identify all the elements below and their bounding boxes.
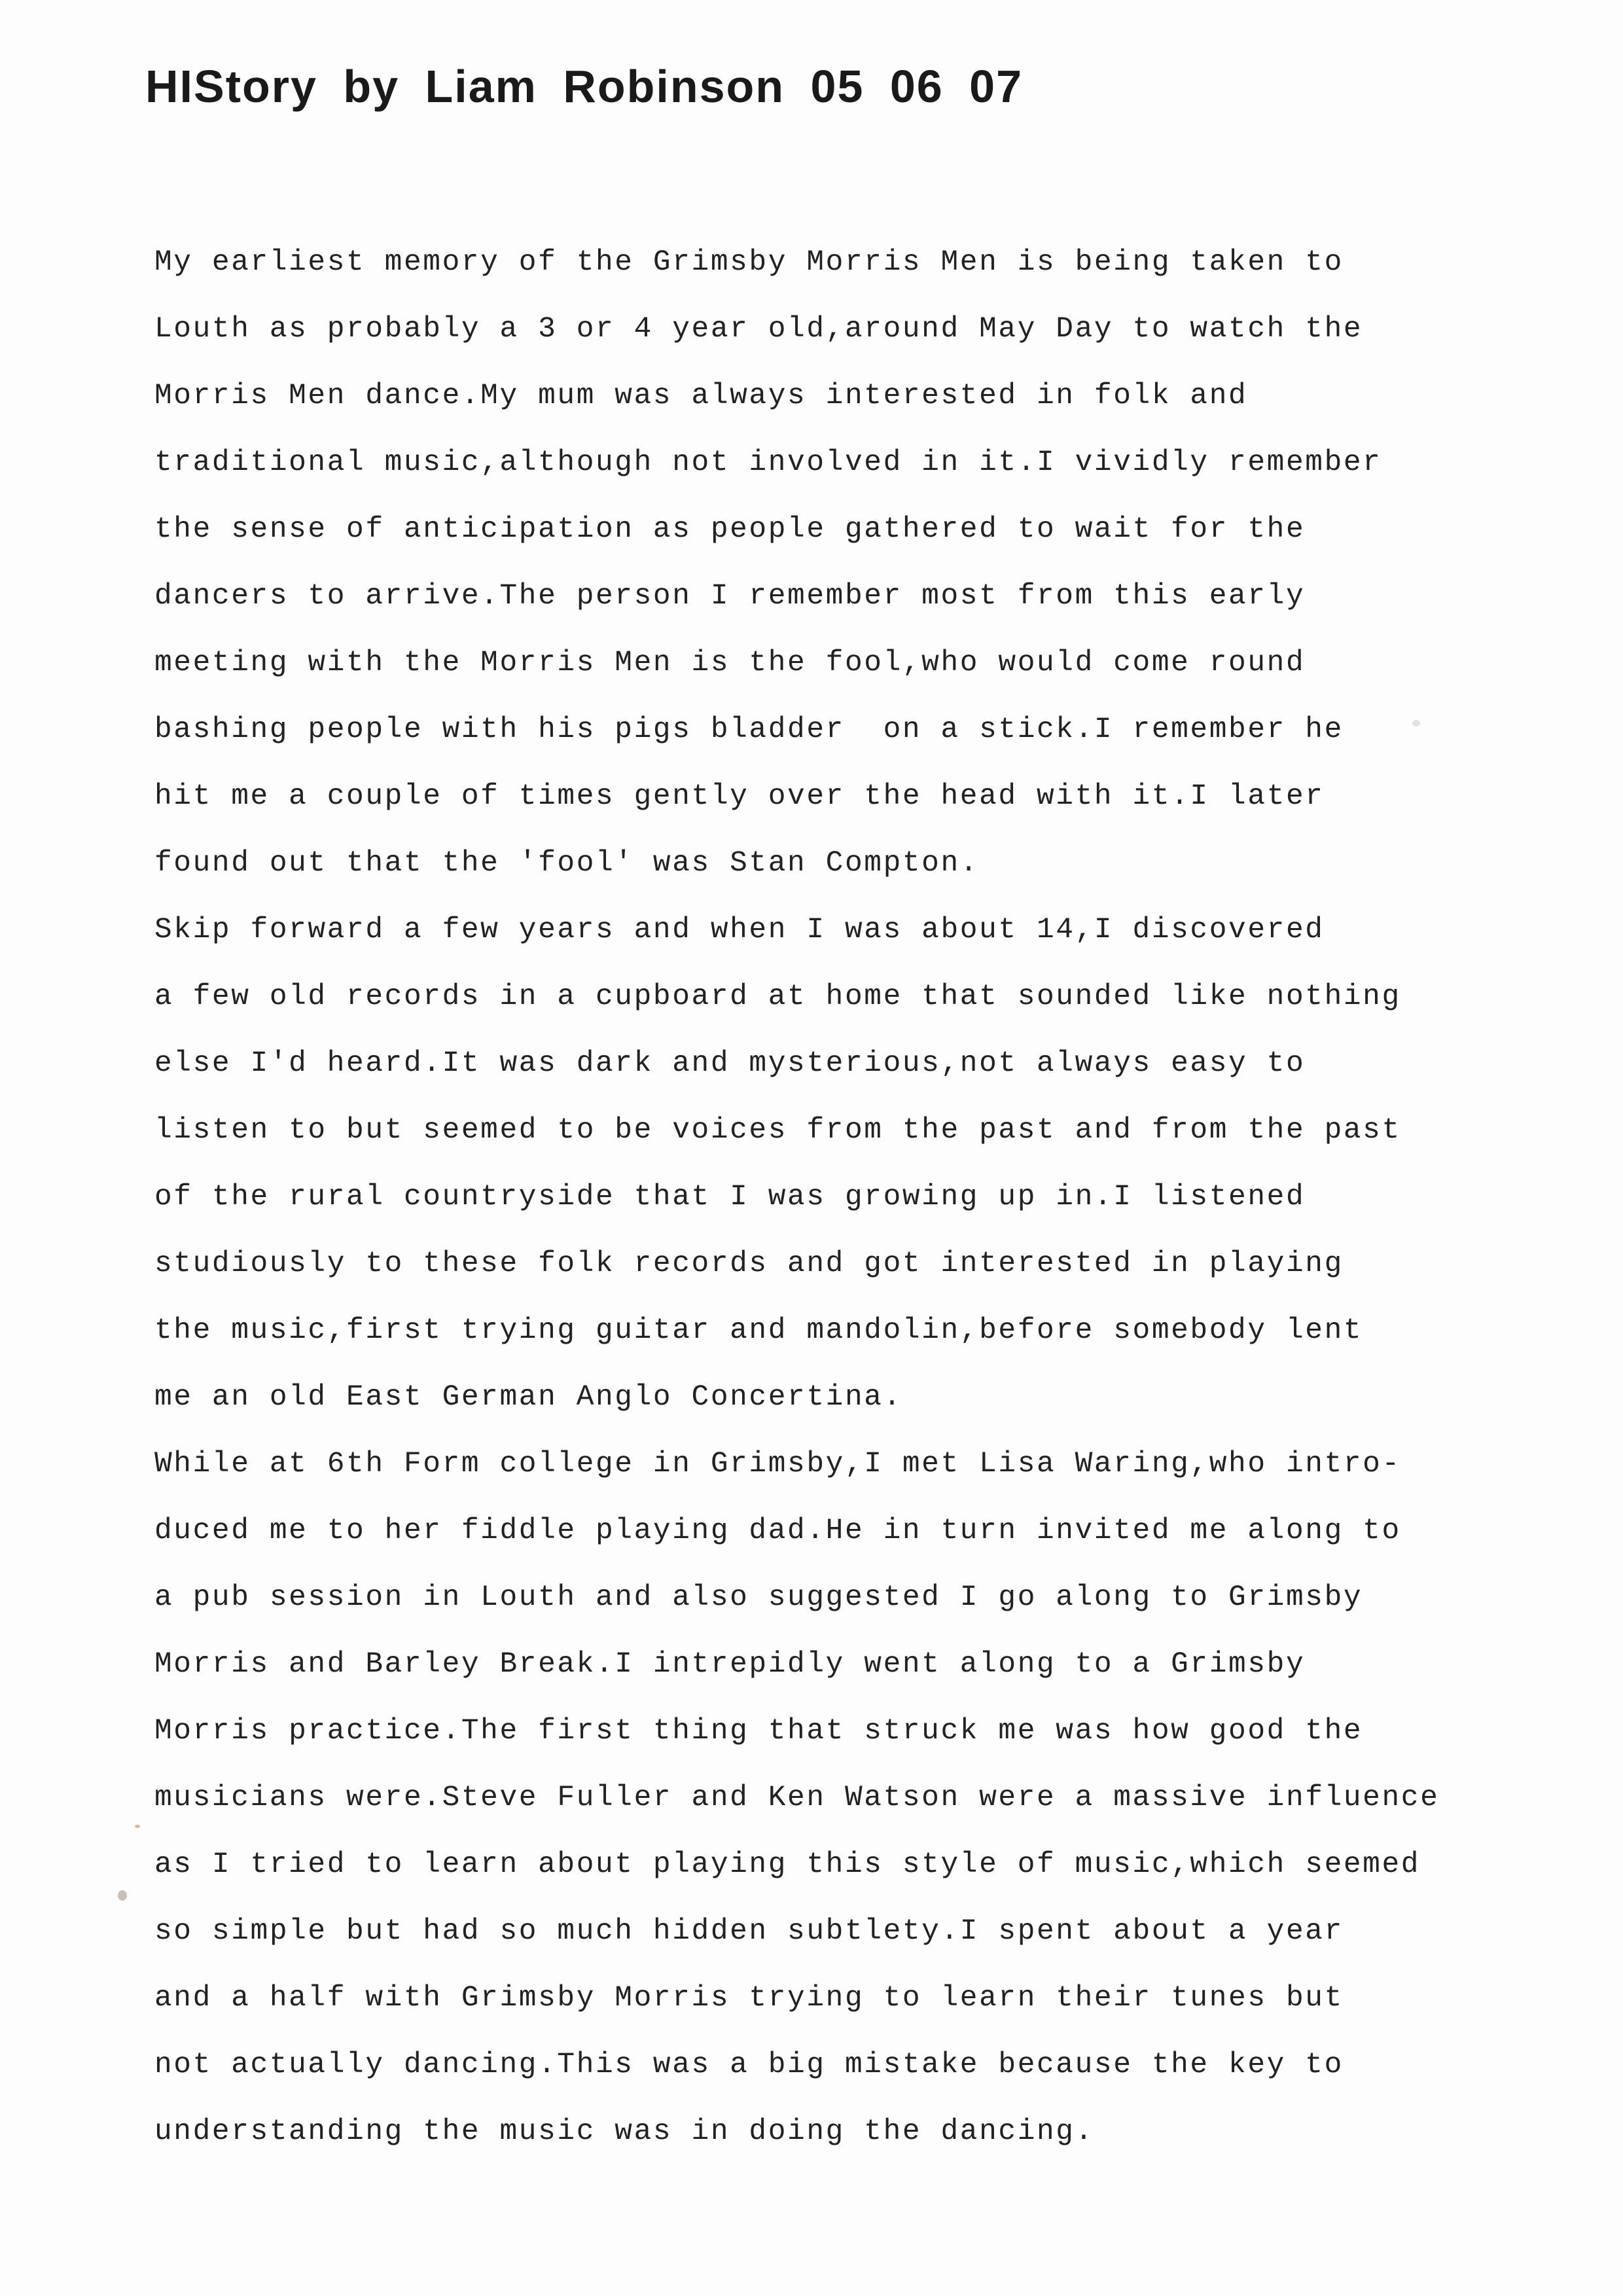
text-line: musicians were.Steve Fuller and Ken Watson were a massive influence xyxy=(154,1782,1440,1814)
text-line: duced me to her fiddle playing dad.He in turn invited me along to xyxy=(154,1515,1401,1547)
text-line: dancers to arrive.The person I remember most from this early xyxy=(154,580,1306,613)
text-line: meeting with the Morris Men is the fool,who would come round xyxy=(154,647,1306,679)
text-line: not actually dancing.This was a big mistake because the key to xyxy=(154,2049,1344,2081)
text-line: the music,first trying guitar and mandolin,before somebody lent xyxy=(154,1314,1363,1347)
text-line: While at 6th Form college in Grimsby,I met Lisa Waring,who intro- xyxy=(154,1448,1401,1480)
text-line: Morris practice.The first thing that struck me was how good the xyxy=(154,1715,1363,1748)
text-line: hit me a couple of times gently over the head with it.I later xyxy=(154,780,1325,813)
text-line: me an old East German Anglo Concertina. xyxy=(154,1381,902,1414)
text-line: found out that the 'fool' was Stan Compton. xyxy=(154,847,980,880)
text-line: else I'd heard.It was dark and mysterious,not always easy to xyxy=(154,1047,1306,1080)
text-line: Skip forward a few years and when I was about 14,I discovered xyxy=(154,914,1325,946)
text-line: as I tried to learn about playing this style of music,which seemed xyxy=(154,1848,1421,1881)
document-title: HIStory by Liam Robinson 05 06 07 xyxy=(145,61,1023,112)
text-line: of the rural countryside that I was growing up in.I listened xyxy=(154,1181,1306,1213)
paper-speck xyxy=(135,1825,140,1828)
text-line: understanding the music was in doing the dancing. xyxy=(154,2115,1094,2148)
text-line: listen to but seemed to be voices from the past and from the past xyxy=(154,1114,1401,1147)
text-line: studiously to these folk records and got interested in playing xyxy=(154,1247,1344,1280)
text-line: bashing people with his pigs bladder on a stick.I remember he xyxy=(154,713,1344,746)
text-line: and a half with Grimsby Morris trying to learn their tunes but xyxy=(154,1982,1344,2015)
paper-speck xyxy=(118,1890,127,1901)
paper-speck xyxy=(1412,720,1420,726)
text-line: a few old records in a cupboard at home that sounded like nothing xyxy=(154,980,1401,1013)
text-line: so simple but had so much hidden subtlety.I spent about a year xyxy=(154,1915,1344,1948)
text-line: Morris Men dance.My mum was always interested in folk and xyxy=(154,380,1248,412)
text-line: Louth as probably a 3 or 4 year old,around May Day to watch the xyxy=(154,313,1363,346)
text-line: a pub session in Louth and also suggested I go along to Grimsby xyxy=(154,1581,1363,1614)
text-line: My earliest memory of the Grimsby Morris Men is being taken to xyxy=(154,246,1344,279)
text-line: Morris and Barley Break.I intrepidly went along to a Grimsby xyxy=(154,1648,1306,1681)
text-line: the sense of anticipation as people gathered to wait for the xyxy=(154,513,1306,546)
document-body xyxy=(154,229,1555,2165)
text-line: traditional music,although not involved in it.I vividly remember xyxy=(154,446,1382,479)
